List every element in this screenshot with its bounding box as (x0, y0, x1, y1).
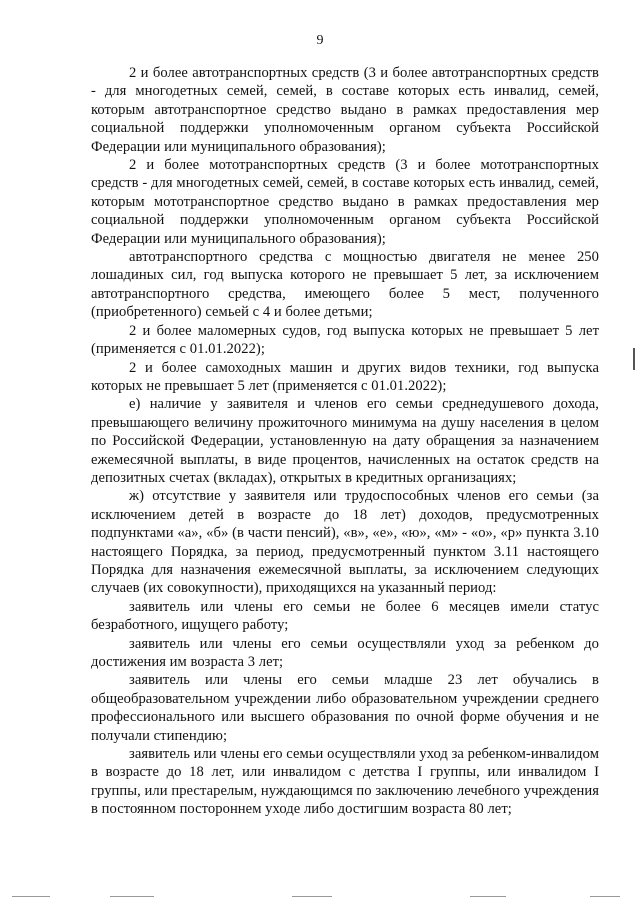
paragraph: е) наличие у заявителя и членов его семьи среднедушевого дохода, превышающего величину прожиточного минимума на душу населения в целом по Российской Федерации, установленную на дату обращения за назначением ежемесячной выплаты, в виде процентов, начисленных на остаток средств на депозитных счетах (вкладах), открытых в кредитных организациях; (91, 396, 599, 486)
scan-artifact-line (110, 896, 154, 897)
paragraph: 2 и более маломерных судов, год выпуска которых не превышает 5 лет (применяется с 01.01.2022); (91, 322, 599, 358)
document-body (91, 64, 599, 819)
scan-artifact-line (292, 896, 332, 897)
paragraph: заявитель или члены его семьи младше 23 лет обучались в общеобразовательном учреждении либо образовательном учреждении среднего профессионального или высшего образования по очной форме обучения и не получали стипендию; (91, 672, 599, 744)
paragraph: заявитель или члены его семьи осуществляли уход за ребенком-инвалидом в возрасте до 18 лет, или инвалидом с детства I группы, или инвалидом I группы, или престарелым, нуждающимся по заключению лечебного учреждения в постоянном постороннем уходе либо достигшим возраста 80 лет; (91, 746, 599, 818)
paragraph: 2 и более самоходных машин и других видов техники, год выпуска которых не превышает 5 лет (применяется с 01.01.2022); (91, 359, 599, 394)
scan-margin-mark (633, 348, 635, 370)
paragraph: ж) отсутствие у заявителя или трудоспособных членов его семьи (за исключением детей в возрасте до 18 лет) доходов, предусмотренных подпунктами «а», «б» (в части пенсий), «в», «е», «ю», «м» - «о», «р» пункта 3.10 настоящего Порядка, за период, предусмотренный пунктом 3.11 настоящего Порядка для назначения ежемесячной выплаты, за исключением следующих случаев (их совокупности), приходящихся на указанный период: (91, 488, 599, 597)
scan-artifact-line (470, 896, 506, 897)
paragraph: 2 и более автотранспортных средств (3 и более автотранспортных средств - для многодетных семей, семей, в составе которых есть инвалид, семей, которым автотранспортное средство выдано в рамках предоставления мер социальной поддержки уполномоченным органом субъекта Российской Федерации или муниципального образования); (91, 65, 599, 155)
paragraph: заявитель или члены его семьи осуществляли уход за ребенком до достижения им возраста 3 лет; (91, 635, 599, 670)
scan-artifact-line (590, 896, 620, 897)
page-number: 9 (316, 33, 324, 48)
paragraph: автотранспортного средства с мощностью двигателя не менее 250 лошадиных сил, год выпуска которого не превышает 5 лет, за исключением автотранспортного средства, имеющего более 5 мест, полученного (приобретенного) семьей с 4 и более детьми; (91, 249, 599, 321)
scan-artifact-line (12, 896, 50, 897)
paragraph: 2 и более мототранспортных средств (3 и более мототранспортных средств - для многодетных семей, семей, в составе которых есть инвалид, семей, которым мототранспортное средство выдано в рамках предоставления мер социальной поддержки уполномоченным органом субъекта Российской Федерации или муниципального образования); (91, 157, 599, 247)
paragraph: заявитель или члены его семьи не более 6 месяцев имели статус безработного, ищущего работу; (91, 598, 599, 634)
